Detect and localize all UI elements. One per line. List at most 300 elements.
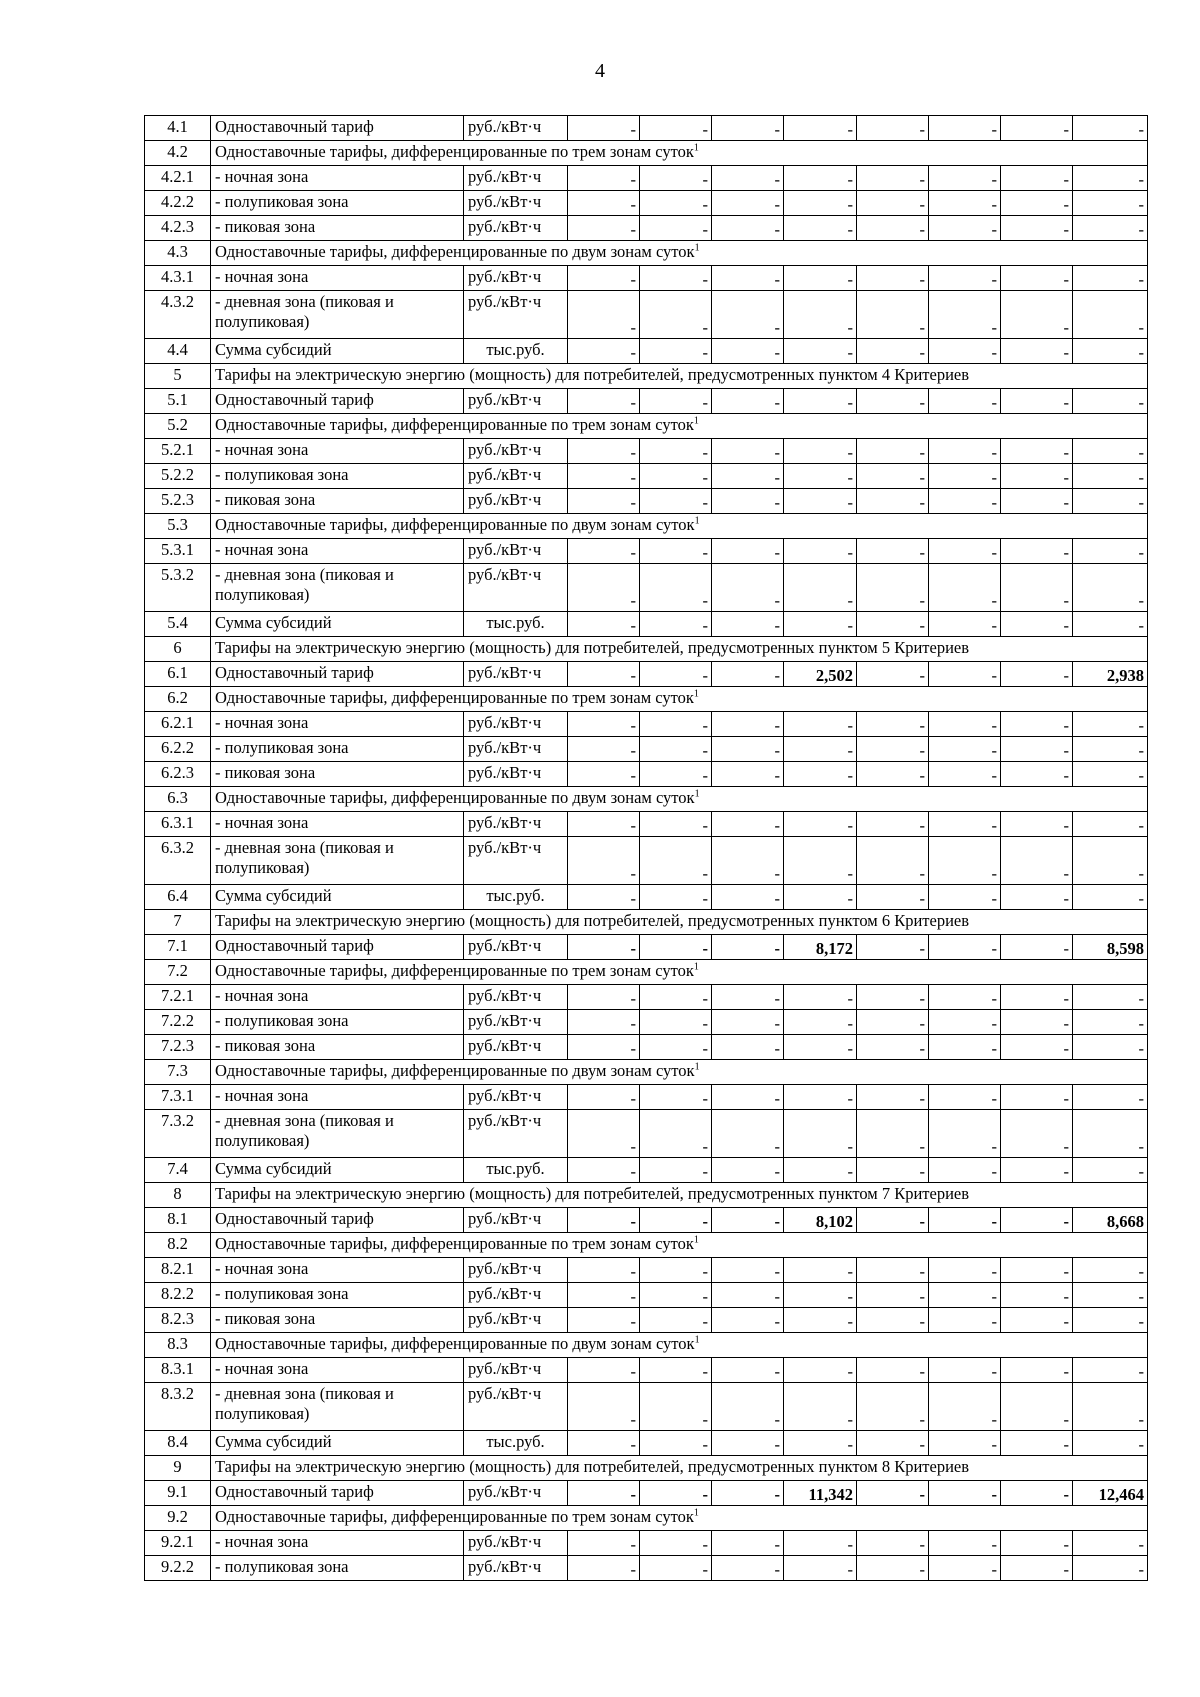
row-number: 8.2 bbox=[145, 1233, 211, 1258]
value-cell: - bbox=[929, 1383, 1001, 1431]
value-cell: - bbox=[857, 1208, 929, 1233]
footnote-marker: 1 bbox=[694, 1061, 700, 1073]
value-cell: - bbox=[1073, 464, 1148, 489]
row-number: 6.3 bbox=[145, 787, 211, 812]
unit-cell: руб./кВт·ч bbox=[464, 464, 568, 489]
value-cell: - bbox=[1073, 1308, 1148, 1333]
indicator-name: - ночная зона bbox=[211, 166, 464, 191]
table-row bbox=[145, 1383, 1148, 1431]
value-cell: - bbox=[1073, 985, 1148, 1010]
value-cell: - bbox=[857, 166, 929, 191]
value-cell: - bbox=[1073, 1110, 1148, 1158]
value-cell: - bbox=[857, 1531, 929, 1556]
table-row bbox=[145, 662, 1148, 687]
value-cell: - bbox=[640, 266, 712, 291]
value-cell: - bbox=[1073, 1531, 1148, 1556]
indicator-name: - ночная зона bbox=[211, 539, 464, 564]
section-row bbox=[145, 787, 1148, 812]
value-cell: - bbox=[568, 291, 640, 339]
indicator-name: - пиковая зона bbox=[211, 216, 464, 241]
value-cell: - bbox=[1001, 1531, 1073, 1556]
value-cell: 11,342 bbox=[784, 1481, 857, 1506]
value-cell: - bbox=[568, 1258, 640, 1283]
row-number: 7.3.2 bbox=[145, 1110, 211, 1158]
value-cell: - bbox=[1001, 389, 1073, 414]
value-cell: - bbox=[857, 1110, 929, 1158]
unit-cell: руб./кВт·ч bbox=[464, 564, 568, 612]
value-cell: - bbox=[712, 1158, 784, 1183]
value-cell: - bbox=[929, 116, 1001, 141]
row-number: 9.2.2 bbox=[145, 1556, 211, 1581]
section-row bbox=[145, 141, 1148, 166]
value-cell: - bbox=[712, 812, 784, 837]
value-cell: - bbox=[568, 191, 640, 216]
value-cell: - bbox=[857, 1283, 929, 1308]
value-cell: - bbox=[712, 1358, 784, 1383]
value-cell: - bbox=[640, 1431, 712, 1456]
unit-cell: руб./кВт·ч bbox=[464, 1110, 568, 1158]
value-cell: - bbox=[568, 389, 640, 414]
value-cell: - bbox=[1001, 662, 1073, 687]
section-title bbox=[211, 241, 1148, 266]
section-title-text: Тарифы на электрическую энергию (мощность) для потребителей, предусмотренных пунктом 5 Критериев bbox=[215, 638, 970, 657]
row-number: 5.3.1 bbox=[145, 539, 211, 564]
unit-cell: руб./кВт·ч bbox=[464, 389, 568, 414]
value-cell: - bbox=[1001, 339, 1073, 364]
value-cell: - bbox=[712, 439, 784, 464]
value-cell: - bbox=[568, 612, 640, 637]
table-row bbox=[145, 1283, 1148, 1308]
section-title-text: Тарифы на электрическую энергию (мощность) для потребителей, предусмотренных пунктом 4 Критериев bbox=[215, 365, 970, 384]
value-cell: - bbox=[640, 564, 712, 612]
value-cell: - bbox=[929, 837, 1001, 885]
value-cell: - bbox=[784, 1110, 857, 1158]
row-number: 8.3 bbox=[145, 1333, 211, 1358]
table-row bbox=[145, 216, 1148, 241]
value-cell: - bbox=[929, 191, 1001, 216]
value-cell: - bbox=[640, 1035, 712, 1060]
value-cell: - bbox=[568, 1208, 640, 1233]
value-cell: - bbox=[1001, 1283, 1073, 1308]
value-cell: - bbox=[929, 1556, 1001, 1581]
value-cell: - bbox=[784, 1258, 857, 1283]
indicator-name: - пиковая зона bbox=[211, 762, 464, 787]
value-cell: 8,598 bbox=[1073, 935, 1148, 960]
indicator-name: Одноставочный тариф bbox=[211, 662, 464, 687]
unit-cell: руб./кВт·ч bbox=[464, 1358, 568, 1383]
value-cell: - bbox=[784, 1158, 857, 1183]
section-row bbox=[145, 960, 1148, 985]
table-row bbox=[145, 389, 1148, 414]
value-cell: - bbox=[1001, 266, 1073, 291]
value-cell: - bbox=[1001, 191, 1073, 216]
value-cell: - bbox=[857, 489, 929, 514]
value-cell: - bbox=[857, 1358, 929, 1383]
section-title bbox=[211, 1183, 1148, 1208]
value-cell: - bbox=[857, 1258, 929, 1283]
value-cell: - bbox=[1001, 935, 1073, 960]
value-cell: - bbox=[712, 1085, 784, 1110]
value-cell: - bbox=[1073, 1431, 1148, 1456]
value-cell: - bbox=[1001, 1556, 1073, 1581]
value-cell: - bbox=[929, 1283, 1001, 1308]
value-cell: - bbox=[568, 339, 640, 364]
value-cell: - bbox=[929, 1035, 1001, 1060]
unit-cell: руб./кВт·ч bbox=[464, 191, 568, 216]
value-cell: - bbox=[784, 885, 857, 910]
value-cell: - bbox=[929, 1010, 1001, 1035]
value-cell: - bbox=[1073, 762, 1148, 787]
value-cell: - bbox=[640, 985, 712, 1010]
value-cell: - bbox=[857, 389, 929, 414]
row-number: 4.4 bbox=[145, 339, 211, 364]
value-cell: - bbox=[1073, 439, 1148, 464]
indicator-name: - дневная зона (пиковая и полупиковая) bbox=[211, 1110, 464, 1158]
row-number: 7.2.1 bbox=[145, 985, 211, 1010]
value-cell: - bbox=[712, 1035, 784, 1060]
section-title-text: Одноставочные тарифы, дифференцированные по трем зонам суток bbox=[215, 142, 694, 161]
value-cell: - bbox=[1001, 489, 1073, 514]
row-number: 4.2.2 bbox=[145, 191, 211, 216]
row-number: 9.1 bbox=[145, 1481, 211, 1506]
indicator-name: - ночная зона bbox=[211, 266, 464, 291]
value-cell: - bbox=[784, 812, 857, 837]
unit-cell: тыс.руб. bbox=[464, 612, 568, 637]
value-cell: - bbox=[568, 166, 640, 191]
unit-cell: тыс.руб. bbox=[464, 885, 568, 910]
section-row bbox=[145, 910, 1148, 935]
value-cell: - bbox=[857, 216, 929, 241]
footnote-marker: 1 bbox=[693, 1234, 699, 1246]
indicator-name: Одноставочный тариф bbox=[211, 1208, 464, 1233]
value-cell: - bbox=[1001, 291, 1073, 339]
unit-cell: руб./кВт·ч bbox=[464, 1010, 568, 1035]
section-row bbox=[145, 241, 1148, 266]
unit-cell: руб./кВт·ч bbox=[464, 116, 568, 141]
unit-cell: руб./кВт·ч bbox=[464, 1085, 568, 1110]
value-cell: - bbox=[640, 812, 712, 837]
indicator-name: - дневная зона (пиковая и полупиковая) bbox=[211, 291, 464, 339]
value-cell: - bbox=[712, 1010, 784, 1035]
value-cell: - bbox=[640, 1258, 712, 1283]
value-cell: - bbox=[784, 539, 857, 564]
value-cell: - bbox=[857, 737, 929, 762]
value-cell: - bbox=[712, 837, 784, 885]
row-number: 8 bbox=[145, 1183, 211, 1208]
unit-cell: руб./кВт·ч bbox=[464, 266, 568, 291]
value-cell: - bbox=[929, 1531, 1001, 1556]
value-cell: - bbox=[568, 464, 640, 489]
indicator-name: Одноставочный тариф bbox=[211, 1481, 464, 1506]
indicator-name: - дневная зона (пиковая и полупиковая) bbox=[211, 837, 464, 885]
row-number: 7.3 bbox=[145, 1060, 211, 1085]
section-title bbox=[211, 1233, 1148, 1258]
value-cell: - bbox=[1073, 812, 1148, 837]
table-row bbox=[145, 1431, 1148, 1456]
value-cell: - bbox=[1073, 216, 1148, 241]
table-row bbox=[145, 985, 1148, 1010]
value-cell: - bbox=[784, 1358, 857, 1383]
footnote-marker: 1 bbox=[694, 242, 700, 254]
unit-cell: руб./кВт·ч bbox=[464, 489, 568, 514]
table-row bbox=[145, 1158, 1148, 1183]
value-cell: - bbox=[929, 812, 1001, 837]
value-cell: - bbox=[857, 1383, 929, 1431]
value-cell: - bbox=[784, 291, 857, 339]
value-cell: - bbox=[640, 291, 712, 339]
table-row bbox=[145, 612, 1148, 637]
value-cell: - bbox=[712, 885, 784, 910]
table-row bbox=[145, 166, 1148, 191]
value-cell: - bbox=[1001, 1258, 1073, 1283]
value-cell: - bbox=[712, 216, 784, 241]
unit-cell: руб./кВт·ч bbox=[464, 935, 568, 960]
unit-cell: руб./кВт·ч bbox=[464, 1531, 568, 1556]
unit-cell: руб./кВт·ч bbox=[464, 1556, 568, 1581]
value-cell: 8,102 bbox=[784, 1208, 857, 1233]
value-cell: - bbox=[784, 389, 857, 414]
section-title-text: Одноставочные тарифы, дифференцированные по двум зонам суток bbox=[215, 242, 695, 261]
value-cell: - bbox=[712, 266, 784, 291]
section-title bbox=[211, 414, 1148, 439]
value-cell: - bbox=[1073, 737, 1148, 762]
section-row bbox=[145, 1506, 1148, 1531]
value-cell: - bbox=[857, 1481, 929, 1506]
value-cell: - bbox=[712, 935, 784, 960]
table-row bbox=[145, 464, 1148, 489]
value-cell: - bbox=[929, 1481, 1001, 1506]
section-title bbox=[211, 910, 1148, 935]
table-row bbox=[145, 762, 1148, 787]
value-cell: - bbox=[784, 837, 857, 885]
value-cell: - bbox=[929, 1358, 1001, 1383]
table-row bbox=[145, 1085, 1148, 1110]
value-cell: - bbox=[712, 1531, 784, 1556]
row-number: 5.2.1 bbox=[145, 439, 211, 464]
value-cell: - bbox=[640, 464, 712, 489]
value-cell: - bbox=[1001, 1010, 1073, 1035]
footnote-marker: 1 bbox=[693, 1507, 699, 1519]
row-number: 5.2.3 bbox=[145, 489, 211, 514]
value-cell: - bbox=[784, 166, 857, 191]
value-cell: - bbox=[712, 1110, 784, 1158]
value-cell: - bbox=[568, 564, 640, 612]
unit-cell: тыс.руб. bbox=[464, 1431, 568, 1456]
value-cell: - bbox=[640, 116, 712, 141]
section-row bbox=[145, 1233, 1148, 1258]
value-cell: - bbox=[1073, 612, 1148, 637]
unit-cell: руб./кВт·ч bbox=[464, 812, 568, 837]
value-cell: - bbox=[568, 1035, 640, 1060]
row-number: 5.2 bbox=[145, 414, 211, 439]
indicator-name: Сумма субсидий bbox=[211, 612, 464, 637]
footnote-marker: 1 bbox=[694, 1334, 700, 1346]
value-cell: - bbox=[712, 1283, 784, 1308]
value-cell: 8,668 bbox=[1073, 1208, 1148, 1233]
value-cell: - bbox=[857, 266, 929, 291]
value-cell: - bbox=[929, 266, 1001, 291]
value-cell: - bbox=[784, 564, 857, 612]
value-cell: - bbox=[784, 339, 857, 364]
value-cell: - bbox=[712, 737, 784, 762]
section-row bbox=[145, 414, 1148, 439]
value-cell: - bbox=[712, 762, 784, 787]
value-cell: - bbox=[1001, 1208, 1073, 1233]
row-number: 6.2.3 bbox=[145, 762, 211, 787]
value-cell: - bbox=[929, 216, 1001, 241]
value-cell: - bbox=[568, 837, 640, 885]
table-row bbox=[145, 1556, 1148, 1581]
section-title-text: Одноставочные тарифы, дифференцированные по трем зонам суток bbox=[215, 415, 694, 434]
table-row bbox=[145, 1110, 1148, 1158]
value-cell: - bbox=[784, 1431, 857, 1456]
value-cell: - bbox=[1073, 564, 1148, 612]
value-cell: - bbox=[568, 1531, 640, 1556]
row-number: 6.3.2 bbox=[145, 837, 211, 885]
row-number: 5.3 bbox=[145, 514, 211, 539]
value-cell: - bbox=[1073, 1556, 1148, 1581]
value-cell: - bbox=[712, 339, 784, 364]
value-cell: - bbox=[1001, 1110, 1073, 1158]
value-cell: - bbox=[1001, 712, 1073, 737]
value-cell: - bbox=[1073, 1010, 1148, 1035]
value-cell: - bbox=[640, 837, 712, 885]
value-cell: - bbox=[929, 935, 1001, 960]
indicator-name: - ночная зона bbox=[211, 1258, 464, 1283]
value-cell: - bbox=[568, 1383, 640, 1431]
unit-cell: руб./кВт·ч bbox=[464, 762, 568, 787]
value-cell: - bbox=[784, 1531, 857, 1556]
value-cell: - bbox=[784, 1085, 857, 1110]
indicator-name: - дневная зона (пиковая и полупиковая) bbox=[211, 564, 464, 612]
row-number: 4.2.1 bbox=[145, 166, 211, 191]
value-cell: - bbox=[1073, 389, 1148, 414]
unit-cell: руб./кВт·ч bbox=[464, 539, 568, 564]
value-cell: - bbox=[568, 1358, 640, 1383]
value-cell: - bbox=[1001, 612, 1073, 637]
value-cell: - bbox=[784, 1556, 857, 1581]
row-number: 7.2.3 bbox=[145, 1035, 211, 1060]
row-number: 5.2.2 bbox=[145, 464, 211, 489]
row-number: 6.1 bbox=[145, 662, 211, 687]
indicator-name: Сумма субсидий bbox=[211, 339, 464, 364]
section-row bbox=[145, 1060, 1148, 1085]
footnote-marker: 1 bbox=[694, 788, 700, 800]
value-cell: - bbox=[568, 1308, 640, 1333]
value-cell: - bbox=[857, 1158, 929, 1183]
row-number: 9 bbox=[145, 1456, 211, 1481]
value-cell: - bbox=[568, 662, 640, 687]
value-cell: - bbox=[1073, 489, 1148, 514]
row-number: 9.2.1 bbox=[145, 1531, 211, 1556]
value-cell: 12,464 bbox=[1073, 1481, 1148, 1506]
value-cell: - bbox=[1001, 539, 1073, 564]
value-cell: - bbox=[1001, 1358, 1073, 1383]
value-cell: - bbox=[929, 389, 1001, 414]
value-cell: - bbox=[640, 1208, 712, 1233]
value-cell: - bbox=[784, 1283, 857, 1308]
unit-cell: руб./кВт·ч bbox=[464, 1383, 568, 1431]
unit-cell: руб./кВт·ч bbox=[464, 1208, 568, 1233]
value-cell: - bbox=[857, 191, 929, 216]
unit-cell: руб./кВт·ч bbox=[464, 1035, 568, 1060]
value-cell: - bbox=[568, 116, 640, 141]
row-number: 8.2.3 bbox=[145, 1308, 211, 1333]
value-cell: - bbox=[1001, 1481, 1073, 1506]
section-row bbox=[145, 514, 1148, 539]
value-cell: - bbox=[568, 1085, 640, 1110]
indicator-name: - пиковая зона bbox=[211, 1308, 464, 1333]
table-row bbox=[145, 489, 1148, 514]
value-cell: - bbox=[712, 489, 784, 514]
value-cell: - bbox=[929, 612, 1001, 637]
value-cell: - bbox=[784, 762, 857, 787]
value-cell: - bbox=[1001, 985, 1073, 1010]
value-cell: - bbox=[857, 116, 929, 141]
unit-cell: руб./кВт·ч bbox=[464, 1308, 568, 1333]
value-cell: - bbox=[568, 712, 640, 737]
value-cell: - bbox=[857, 1035, 929, 1060]
value-cell: - bbox=[640, 1531, 712, 1556]
value-cell: - bbox=[857, 1431, 929, 1456]
row-number: 4.3.2 bbox=[145, 291, 211, 339]
value-cell: - bbox=[929, 762, 1001, 787]
value-cell: - bbox=[929, 539, 1001, 564]
value-cell: - bbox=[1073, 1283, 1148, 1308]
row-number: 7.4 bbox=[145, 1158, 211, 1183]
section-title-text: Одноставочные тарифы, дифференцированные по трем зонам суток bbox=[215, 961, 694, 980]
value-cell: - bbox=[929, 1208, 1001, 1233]
section-row bbox=[145, 687, 1148, 712]
value-cell: - bbox=[640, 1308, 712, 1333]
value-cell: - bbox=[640, 191, 712, 216]
row-number: 6 bbox=[145, 637, 211, 662]
row-number: 8.4 bbox=[145, 1431, 211, 1456]
value-cell: - bbox=[929, 439, 1001, 464]
value-cell: - bbox=[568, 439, 640, 464]
unit-cell: руб./кВт·ч bbox=[464, 1481, 568, 1506]
value-cell: - bbox=[640, 762, 712, 787]
value-cell: - bbox=[857, 464, 929, 489]
value-cell: - bbox=[784, 1383, 857, 1431]
section-title bbox=[211, 1506, 1148, 1531]
value-cell: - bbox=[640, 166, 712, 191]
table-row bbox=[145, 1010, 1148, 1035]
footnote-marker: 1 bbox=[694, 515, 700, 527]
unit-cell: руб./кВт·ч bbox=[464, 1258, 568, 1283]
value-cell: - bbox=[640, 1481, 712, 1506]
table-row bbox=[145, 1035, 1148, 1060]
row-number: 8.3.1 bbox=[145, 1358, 211, 1383]
row-number: 5.3.2 bbox=[145, 564, 211, 612]
section-row bbox=[145, 1333, 1148, 1358]
value-cell: - bbox=[640, 1556, 712, 1581]
row-number: 8.2.2 bbox=[145, 1283, 211, 1308]
value-cell: - bbox=[640, 1085, 712, 1110]
section-title bbox=[211, 637, 1148, 662]
value-cell: - bbox=[568, 1110, 640, 1158]
indicator-name: - ночная зона bbox=[211, 1085, 464, 1110]
value-cell: - bbox=[640, 1358, 712, 1383]
indicator-name: Одноставочный тариф bbox=[211, 116, 464, 141]
unit-cell: тыс.руб. bbox=[464, 1158, 568, 1183]
value-cell: - bbox=[784, 737, 857, 762]
value-cell: - bbox=[929, 985, 1001, 1010]
section-title-text: Тарифы на электрическую энергию (мощность) для потребителей, предусмотренных пунктом 6 Критериев bbox=[215, 911, 970, 930]
value-cell: - bbox=[640, 662, 712, 687]
value-cell: - bbox=[857, 1085, 929, 1110]
value-cell: - bbox=[857, 1010, 929, 1035]
